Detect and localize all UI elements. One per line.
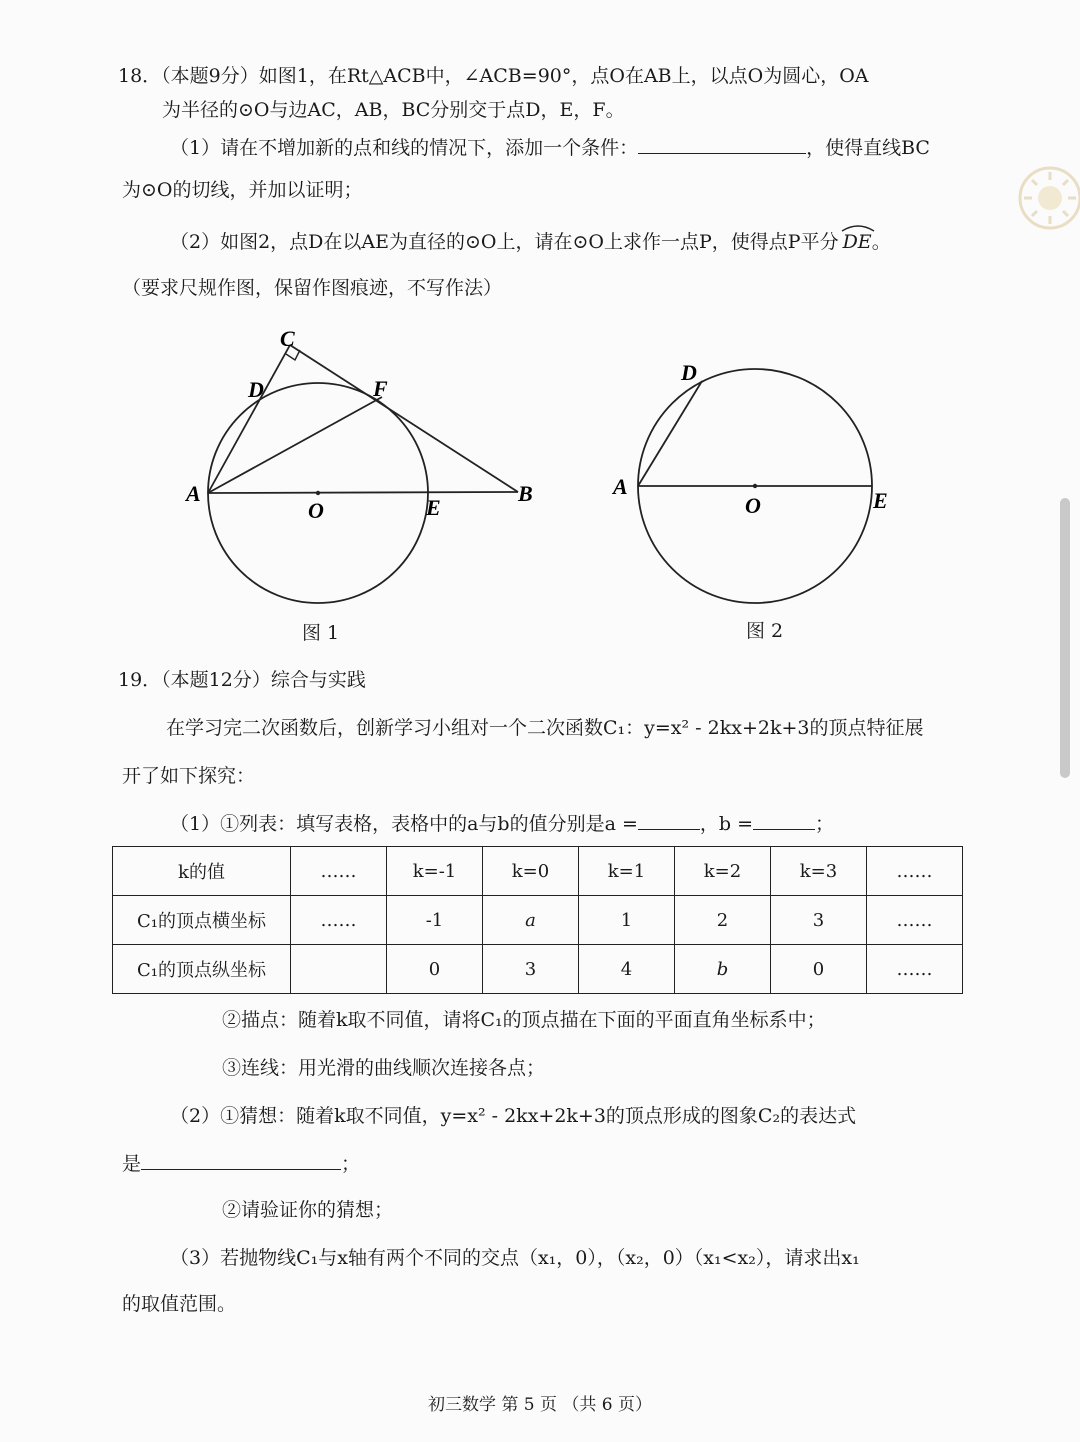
fig1-segment-ab [208, 492, 518, 493]
q19-part1-mid: ，b = [699, 813, 753, 835]
page-footer: 初三数学 第 5 页 （共 6 页） [427, 1395, 653, 1415]
q18-part1-text-end: ，使得直线BC [806, 137, 930, 159]
fig2-label-o: O [745, 493, 761, 518]
q19-part1 [170, 812, 834, 836]
q19-part1-step3: ③连线：用光滑的曲线顺次连接各点； [222, 1057, 546, 1079]
watermark-sun-icon [1010, 158, 1080, 238]
table-row-x [113, 896, 963, 945]
table-cell: k的值 [113, 847, 291, 896]
figure-1 [180, 320, 550, 620]
fig1-label-f: F [373, 376, 388, 401]
fig1-label-d: D [248, 377, 264, 402]
fig2-label-e: E [873, 488, 888, 513]
scrollbar-thumb[interactable] [1060, 498, 1070, 778]
table-cell: k=3 [771, 847, 867, 896]
fig1-label-b: B [518, 481, 533, 506]
q19-part2-step2: ②请验证你的猜想； [222, 1199, 394, 1221]
arc-de [843, 230, 872, 254]
fig1-right-angle-mark [286, 350, 300, 360]
q18-part2-text: （2）如图2，点D在以AE为直径的⊙O上，请在⊙O上求作一点P，使得点P平分 [170, 231, 839, 253]
table-cell: b [675, 945, 771, 994]
q19-part1-end: ； [815, 813, 835, 835]
table-cell: 3 [483, 945, 579, 994]
q19-part2: （2）①猜想：随着k取不同值，y=x² - 2kx+2k+3的顶点形成的图象C₂的表达式 [170, 1105, 857, 1127]
fig1-center-dot [316, 491, 320, 495]
q19-intro-2: 开了如下探究： [122, 765, 256, 787]
q18-line-2: 为半径的⊙O与边AC，AB，BC分别交于点D，E，F。 [162, 99, 625, 121]
arc-de-label: DE [842, 231, 872, 253]
table-cell: 4 [579, 945, 675, 994]
q19-part1-text: （1）①列表：填写表格，表格中的a与b的值分别是a = [170, 813, 638, 835]
q18-line-6: （要求尺规作图，保留作图痕迹，不写作法） [122, 277, 503, 299]
q19-part3-line2: 的取值范围。 [122, 1293, 237, 1315]
table-cell: C₁的顶点横坐标 [113, 896, 291, 945]
table-cell: a [483, 896, 579, 945]
table-cell: k=0 [483, 847, 579, 896]
q18-part2-end: 。 [871, 231, 891, 253]
q19-part1-step2: ②描点：随着k取不同值，请将C₁的顶点描在下面的平面直角坐标系中； [222, 1009, 826, 1031]
table-cell: 0 [387, 945, 483, 994]
table-cell: 3 [771, 896, 867, 945]
table-cell: C₁的顶点纵坐标 [113, 945, 291, 994]
arc-mark-icon [841, 224, 875, 232]
q18-part1-text: （1）请在不增加新的点和线的情况下，添加一个条件： [170, 137, 639, 159]
fig1-label-o: O [308, 498, 324, 523]
table-cell: 2 [675, 896, 771, 945]
q18-line-4: 为⊙O的切线，并加以证明； [122, 179, 363, 201]
fig2-label-d: D [681, 360, 697, 385]
q19-part2-end: ； [341, 1153, 361, 1175]
table-row-y [113, 945, 963, 994]
fig2-center-dot [753, 484, 757, 488]
table-cell: …… [291, 847, 387, 896]
fig2-label-a: A [613, 474, 628, 499]
table-cell: k=1 [579, 847, 675, 896]
table-cell: …… [867, 945, 963, 994]
fig2-segment-ad [638, 381, 702, 486]
fig1-label-e: E [426, 495, 441, 520]
table-cell: 1 [579, 896, 675, 945]
table-cell [291, 945, 387, 994]
q19-part3: （3）若抛物线C₁与x轴有两个不同的交点（x₁，0），（x₂，0）（x₁<x₂），请求出x₁ [170, 1247, 860, 1269]
table-cell: k=2 [675, 847, 771, 896]
q19-title: 19．（本题12分）综合与实践 [118, 669, 366, 691]
answer-blank-b[interactable] [753, 813, 815, 830]
table-cell: …… [291, 896, 387, 945]
fig1-segment-cb [290, 345, 518, 492]
table-cell: -1 [387, 896, 483, 945]
table-cell: 0 [771, 945, 867, 994]
fig1-label-a: A [186, 481, 201, 506]
answer-blank-c2[interactable] [141, 1153, 341, 1170]
fig1-caption: 图 1 [302, 622, 340, 644]
table-cell: …… [867, 847, 963, 896]
q19-part2-is: 是 [122, 1153, 142, 1175]
q18-part2 [170, 230, 891, 254]
table-cell: …… [867, 896, 963, 945]
fig2-caption: 图 2 [746, 620, 784, 642]
vertex-table [112, 846, 963, 994]
table-cell: k=-1 [387, 847, 483, 896]
q19-intro-1: 在学习完二次函数后，创新学习小组对一个二次函数C₁：y=x² - 2kx+2k+3的顶点特征展 [166, 717, 924, 739]
table-row-k [113, 847, 963, 896]
q19-part2-answer [122, 1152, 360, 1176]
answer-blank-a[interactable] [638, 813, 700, 830]
fig1-label-c: C [280, 326, 295, 351]
figure-2 [605, 350, 905, 620]
q18-part1 [170, 136, 930, 160]
q18-line-1: 18．（本题9分）如图1，在Rt△ACB中，∠ACB=90°，点O在AB上，以点O为圆心，OA [118, 65, 869, 87]
q18-answer-blank[interactable] [638, 137, 806, 154]
